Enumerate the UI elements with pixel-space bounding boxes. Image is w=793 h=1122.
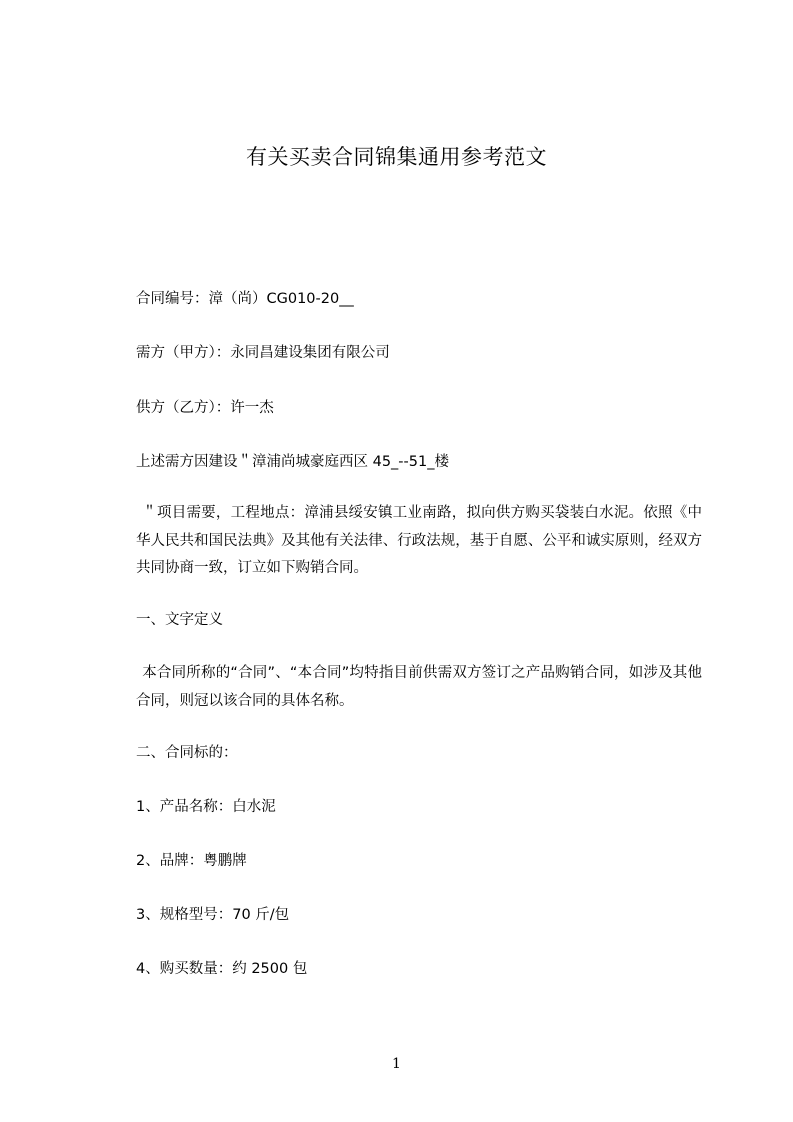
- project-line: 上述需方因建设＂漳浦尚城豪庭西区 45_--51_楼: [136, 454, 449, 470]
- section-1-body: [136, 660, 702, 715]
- project-paragraph-text: ＂项目需要，工程地点：漳浦县绥安镇工业南路，拟向供方购买袋装白水泥。依照《中华人民共和国民法典》及其他有关法律、行政法规，基于自愿、公平和诚实原则，经双方共同协商一致，订立如下购销合同。: [136, 505, 702, 576]
- project-paragraph: [136, 500, 702, 583]
- item-2: 2、品牌：粤鹏牌: [136, 853, 247, 869]
- seller-line: 供方（乙方）：许一杰: [136, 400, 274, 416]
- buyer-line: 需方（甲方）：永同昌建设集团有限公司: [136, 345, 390, 361]
- page-number: 1: [392, 1056, 401, 1072]
- item-4: 4、购买数量：约 2500 包: [136, 961, 308, 977]
- section-1-heading: 一、文字定义: [136, 612, 223, 628]
- section-1-body-text: 本合同所称的“合同”、“本合同”均特指目前供需双方签订之产品购销合同，如涉及其他合同，则冠以该合同的具体名称。: [136, 665, 702, 709]
- item-1: 1、产品名称：白水泥: [136, 799, 276, 815]
- document-title: 有关买卖合同锦集通用参考范文: [246, 145, 547, 169]
- contract-number-line: 合同编号：漳（尚）CG010-20__: [136, 291, 354, 307]
- section-2-heading: 二、合同标的：: [136, 745, 238, 761]
- item-3: 3、规格型号：70 斤/包: [136, 907, 290, 923]
